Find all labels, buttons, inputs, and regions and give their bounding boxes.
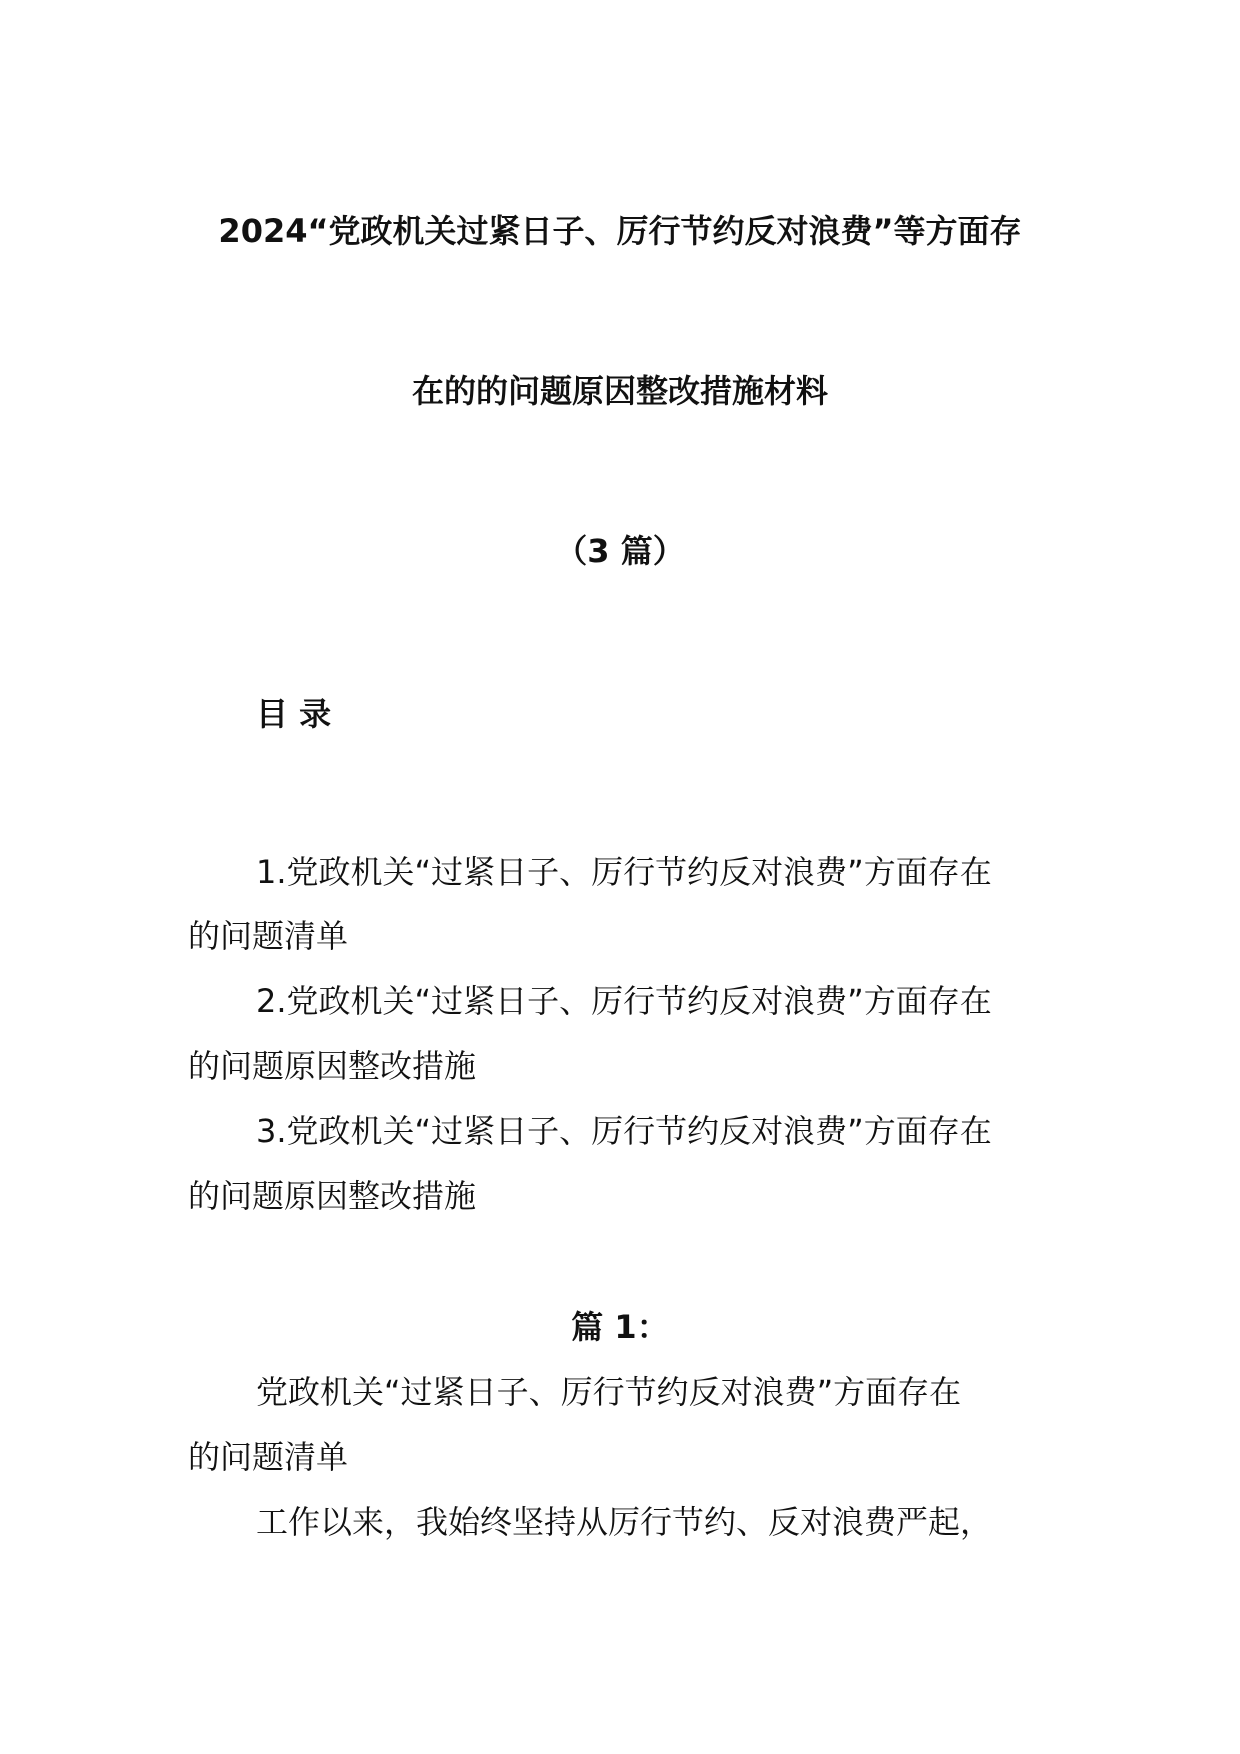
part-1-body-line-1: 工作以来，我始终坚持从厉行节约、反对浪费严起，: [256, 1503, 993, 1541]
part-1-heading: 篇 1：: [571, 1308, 669, 1346]
toc-item-2-line-1: 2.党政机关“过紧日子、厉行节约反对浪费”方面存在: [256, 982, 992, 1020]
toc-item-1-line-2: 的问题清单: [188, 917, 349, 955]
part-1-title-line-2: 的问题清单: [188, 1438, 349, 1476]
toc-item-2-line-2: 的问题原因整改措施: [188, 1047, 477, 1085]
toc-item-3-line-1: 3.党政机关“过紧日子、厉行节约反对浪费”方面存在: [256, 1112, 992, 1150]
toc-item-3-line-2: 的问题原因整改措施: [188, 1177, 477, 1215]
document-title-count: （3 篇）: [555, 532, 685, 570]
document-title-line-2: 在的的问题原因整改措施材料: [411, 372, 828, 410]
part-1-title-line-1: 党政机关“过紧日子、厉行节约反对浪费”方面存在: [256, 1373, 962, 1411]
toc-item-1-line-1: 1.党政机关“过紧日子、厉行节约反对浪费”方面存在: [256, 853, 992, 891]
toc-heading: 目 录: [256, 695, 332, 733]
document-title-line-1: 2024“党政机关过紧日子、厉行节约反对浪费”等方面存: [218, 212, 1022, 250]
